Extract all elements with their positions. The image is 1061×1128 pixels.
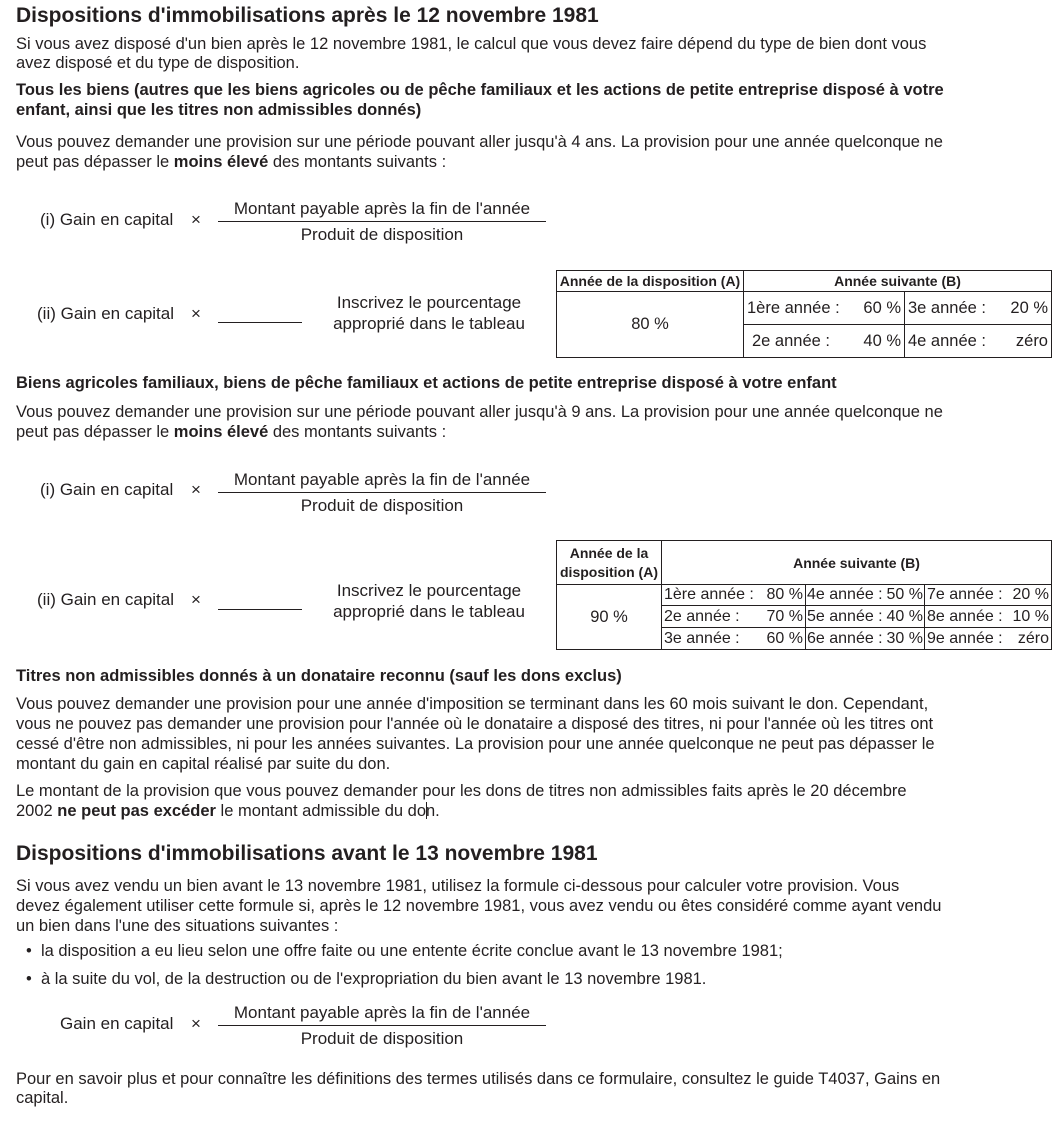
table-header-year-b: Année suivante (B) bbox=[744, 271, 1052, 292]
part-b-percentage-table bbox=[556, 540, 1052, 650]
fraction-numerator: Montant payable après la fin de l'année bbox=[218, 199, 546, 222]
part-c-heading: Titres non admissibles donnés à un donataire reconnu (sauf les dons exclus) bbox=[16, 667, 622, 685]
times-sign: × bbox=[191, 590, 201, 609]
table-cell: 5e année : 40 % bbox=[806, 606, 925, 628]
part-c-body1-line4: montant du gain en capital réalisé par suite du don. bbox=[16, 755, 391, 773]
part-a-body-line2: peut pas dépasser le moins élevé des montants suivants : bbox=[16, 153, 447, 171]
part-a-percentage-table bbox=[556, 270, 1052, 358]
section-title-after-1981: Dispositions d'immobilisations après le 12 novembre 1981 bbox=[16, 4, 599, 27]
table-cell: 1ère année : 80 % bbox=[662, 585, 806, 606]
footer-line2: capital. bbox=[16, 1089, 69, 1107]
bullet-item: • la disposition a eu lieu selon une offre faite ou une entente écrite conclue avant le 13 novembre 1981; bbox=[26, 942, 783, 960]
section-title-before-1981: Dispositions d'immobilisations avant le 13 novembre 1981 bbox=[16, 842, 598, 865]
table-cell: 4e année : 50 % bbox=[806, 585, 925, 606]
part-b-fraction-i bbox=[218, 470, 546, 516]
times-sign: × bbox=[191, 304, 201, 323]
part-c-body1-line3: cessé d'être non admissibles, ni pour les années suivantes. La provision pour une année quelconque ne peut pas dépasser le bbox=[16, 735, 935, 753]
part-c-body1-line2: vous ne pouvez pas demander une provision pour l'année où le donataire a disposé des titres, ni pour l'année où les titres ont bbox=[16, 715, 934, 733]
part-b-instruction: Inscrivez le pourcentage approprié dans le tableau bbox=[333, 581, 525, 621]
fraction-denominator: Produit de disposition bbox=[300, 496, 464, 515]
part-a-instruction: Inscrivez le pourcentage approprié dans le tableau bbox=[333, 293, 525, 333]
part-c-body1-line1: Vous pouvez demander une provision pour une année d'imposition se terminant dans les 60 mois suivant le don. Cependant, bbox=[16, 695, 929, 713]
table-cell: 9e année : zéro bbox=[925, 628, 1052, 650]
fraction-denominator: Produit de disposition bbox=[300, 1029, 464, 1048]
table-cell: 2e année : 70 % bbox=[662, 606, 806, 628]
section2-formula-label: Gain en capital bbox=[60, 1014, 174, 1033]
part-a-body-line1: Vous pouvez demander une provision sur une période pouvant aller jusqu'à 4 ans. La provision pour une année quelconque ne bbox=[16, 133, 943, 151]
part-b-formula-ii-label: (ii) Gain en capital bbox=[37, 590, 175, 609]
section1-intro-line1: Si vous avez disposé d'un bien après le 12 novembre 1981, le calcul que vous devez faire dépend du type de bien dont vous bbox=[16, 35, 927, 53]
part-b-body-line1: Vous pouvez demander une provision sur une période pouvant aller jusqu'à 9 ans. La provision pour une année quelconque ne bbox=[16, 403, 943, 421]
table-cell: 7e année : 20 % bbox=[925, 585, 1052, 606]
table-value-year-a: 90 % bbox=[557, 585, 662, 650]
part-b-formula-i-label: (i) Gain en capital bbox=[40, 480, 174, 499]
table-cell: 3e année : 20 % bbox=[905, 292, 1052, 325]
part-a-formula-ii-label: (ii) Gain en capital bbox=[37, 304, 175, 323]
part-c-body2-line1: Le montant de la provision que vous pouvez demander pour les dons de titres non admissibles faits après le 20 décembre bbox=[16, 782, 907, 800]
footer-line1: Pour en savoir plus et pour connaître les définitions des termes utilisés dans ce formulaire, consultez le guide T4037, Gains en bbox=[16, 1070, 941, 1088]
part-a-formula-i-label: (i) Gain en capital bbox=[40, 210, 174, 229]
part-a-percentage-blank bbox=[218, 322, 302, 323]
part-b-heading: Biens agricoles familiaux, biens de pêche familiaux et actions de petite entreprise disposé à votre enfant bbox=[16, 374, 837, 392]
section2-intro-line1: Si vous avez vendu un bien avant le 13 novembre 1981, utilisez la formule ci-dessous pour calculer votre provision. Vous bbox=[16, 877, 900, 895]
table-cell: 6e année : 30 % bbox=[806, 628, 925, 650]
table-header-year-a: Année de la disposition (A) bbox=[557, 541, 662, 585]
fraction-numerator: Montant payable après la fin de l'année bbox=[218, 470, 546, 493]
part-a-heading-line2: enfant, ainsi que les titres non admissibles donnés) bbox=[16, 101, 422, 119]
table-header-year-b: Année suivante (B) bbox=[662, 541, 1052, 585]
table-cell: 8e année : 10 % bbox=[925, 606, 1052, 628]
bullet-item: • à la suite du vol, de la destruction ou de l'expropriation du bien avant le 13 novembre 1981. bbox=[26, 970, 707, 988]
times-sign: × bbox=[191, 480, 201, 499]
table-header-year-a: Année de la disposition (A) bbox=[557, 271, 744, 292]
table-cell: 4e année : zéro bbox=[905, 325, 1052, 358]
section2-intro-line3: un bien dans l'une des situations suivantes : bbox=[16, 917, 339, 935]
table-value-year-a: 80 % bbox=[557, 292, 744, 358]
section2-intro-line2: devez également utiliser cette formule si, après le 12 novembre 1981, vous avez vendu ou êtes considéré comme ayant vendu bbox=[16, 897, 942, 915]
part-b-body-line2: peut pas dépasser le moins élevé des montants suivants : bbox=[16, 423, 447, 441]
fraction-denominator: Produit de disposition bbox=[300, 225, 464, 244]
table-cell: 3e année : 60 % bbox=[662, 628, 806, 650]
times-sign: × bbox=[191, 210, 201, 229]
table-cell: 1ère année : 60 % bbox=[744, 292, 905, 325]
times-sign: × bbox=[191, 1014, 201, 1033]
section1-intro-line2: avez disposé et du type de disposition. bbox=[16, 54, 300, 72]
part-a-fraction-i bbox=[218, 199, 546, 245]
section2-fraction bbox=[218, 1003, 546, 1049]
part-a-heading-line1: Tous les biens (autres que les biens agricoles ou de pêche familiaux et les actions de petite entreprise disposé à votre bbox=[16, 81, 944, 99]
part-b-percentage-blank bbox=[218, 609, 302, 610]
part-c-body2-line2: 2002 ne peut pas excéder le montant admissible du don. bbox=[16, 802, 440, 820]
fraction-numerator: Montant payable après la fin de l'année bbox=[218, 1003, 546, 1026]
table-cell: 2e année : 40 % bbox=[744, 325, 905, 358]
